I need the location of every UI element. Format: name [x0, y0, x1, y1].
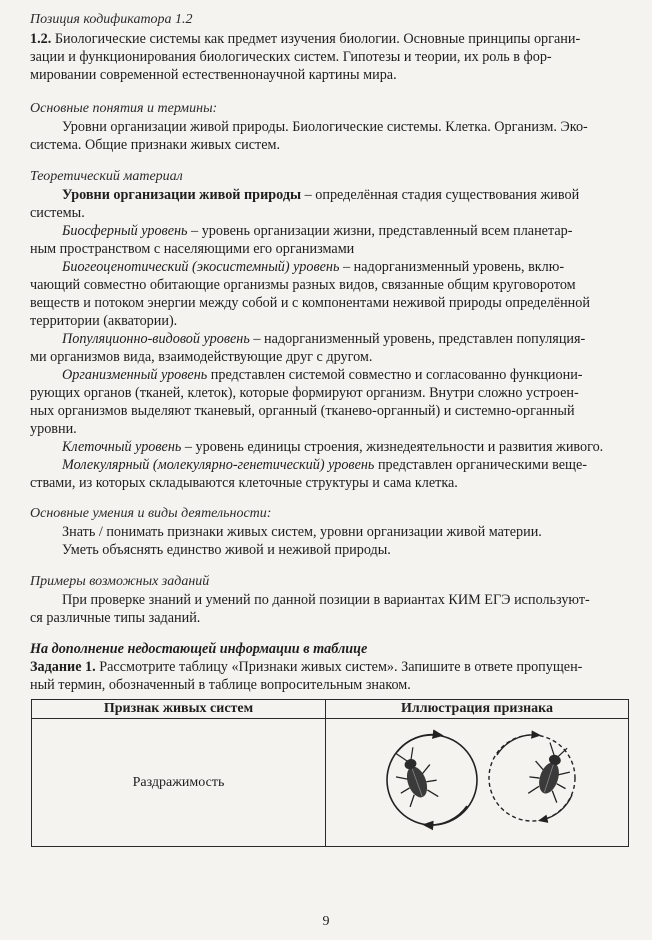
biogeo-line-3: веществ и потоком энергии между собой и с компонентами неживой природы определённой	[30, 295, 590, 311]
skills-heading: Основные умения и виды деятельности:	[30, 506, 272, 521]
examples-line-2: ся различные типы заданий.	[30, 610, 201, 626]
table-header-trait: Признак живых систем	[32, 700, 326, 719]
examples-line-1: При проверке знаний и умений по данной позиции в вариантах КИМ ЕГЭ используют-	[62, 592, 590, 608]
organism-line-4: уровни.	[30, 421, 77, 437]
skills-item-2: Уметь объяснять единство живой и неживой природы.	[62, 542, 391, 558]
beetle-icon-right	[524, 740, 577, 804]
organism-level: Организменный уровень представлен системой совместно и согласованно функциони-	[62, 367, 583, 383]
population-line-2: ми организмов вида, взаимодействующие друг с другом.	[30, 349, 373, 365]
section-line-2: зации и функционирования биологических систем. Гипотезы и теории, их роль в фор-	[30, 49, 552, 65]
section-number: 1.2.	[30, 31, 52, 47]
codifier-label: Позиция кодификатора 1.2	[30, 12, 193, 27]
biosphere-level-line-2: ным пространством с населяющими его организмами	[30, 241, 355, 257]
theory-heading: Теоретический материал	[30, 169, 183, 184]
section-line-1: 1.2. Биологические системы как предмет изучения биологии. Основные принципы органи-	[30, 31, 581, 47]
table-header-illustration: Иллюстрация признака	[326, 700, 629, 719]
concepts-line-1: Уровни организации живой природы. Биологические системы. Клетка. Организм. Эко-	[62, 119, 588, 135]
section-line-3: мировании современной естественнонаучной картины мира.	[30, 67, 397, 83]
table-cell-illustration	[326, 719, 629, 847]
table-header-row	[32, 700, 629, 719]
organism-line-3: ных организмов выделяют тканевый, органный (тканево-органный) и системно-органный	[30, 403, 575, 419]
skills-item-1: Знать / понимать признаки живых систем, уровни организации живой материи.	[62, 524, 542, 540]
biosphere-level: Биосферный уровень – уровень организации жизни, представленный всем планетар-	[62, 223, 573, 239]
task1-label: Задание 1.	[30, 659, 96, 675]
traits-table	[31, 699, 629, 847]
examples-heading: Примеры возможных заданий	[30, 574, 210, 589]
table-row	[32, 719, 629, 847]
task-section-heading: На дополнение недостающей информации в таблице	[30, 641, 368, 657]
task1-line-2: ный термин, обозначенный в таблице вопросительным знаком.	[30, 677, 411, 693]
molecular-line-2: ствами, из которых складываются клеточные структуры и сама клетка.	[30, 475, 458, 491]
page-number: 9	[322, 914, 330, 929]
biogeo-level: Биогеоценотический (экосистемный) уровень – надорганизменный уровень, вклю-	[62, 259, 565, 275]
biogeo-line-4: территории (акватории).	[30, 313, 178, 329]
circle-path-dashed	[489, 735, 575, 821]
circle-path-solid	[387, 735, 477, 826]
biogeo-line-2: чающий совместно обитающие организмы разных видов, связанные общим круговоротом	[30, 277, 576, 293]
concepts-line-2: система. Общие признаки живых систем.	[30, 137, 281, 153]
cellular-level: Клеточный уровень – уровень единицы строения, жизнедеятельности и развития живого.	[62, 439, 604, 455]
population-level: Популяционно-видовой уровень – надорганизменный уровень, представлен популяция-	[62, 331, 586, 347]
organism-line-2: рующих органов (тканей, клеток), которые формируют организм. Внутри сложно устроен-	[30, 385, 579, 401]
concepts-heading: Основные понятия и термины:	[30, 101, 218, 116]
task1-line-1: Задание 1. Рассмотрите таблицу «Признаки живых систем». Запишите в ответе пропущен-	[30, 659, 583, 675]
theory-intro: Уровни организации живой природы – определённая стадия существования живой	[62, 187, 580, 203]
table-cell-trait: Раздражимость	[32, 719, 326, 847]
insect-illustration	[327, 720, 627, 840]
molecular-level: Молекулярный (молекулярно-генетический) уровень представлен органическими веще-	[62, 457, 587, 473]
theory-intro-line-2: системы.	[30, 205, 85, 221]
